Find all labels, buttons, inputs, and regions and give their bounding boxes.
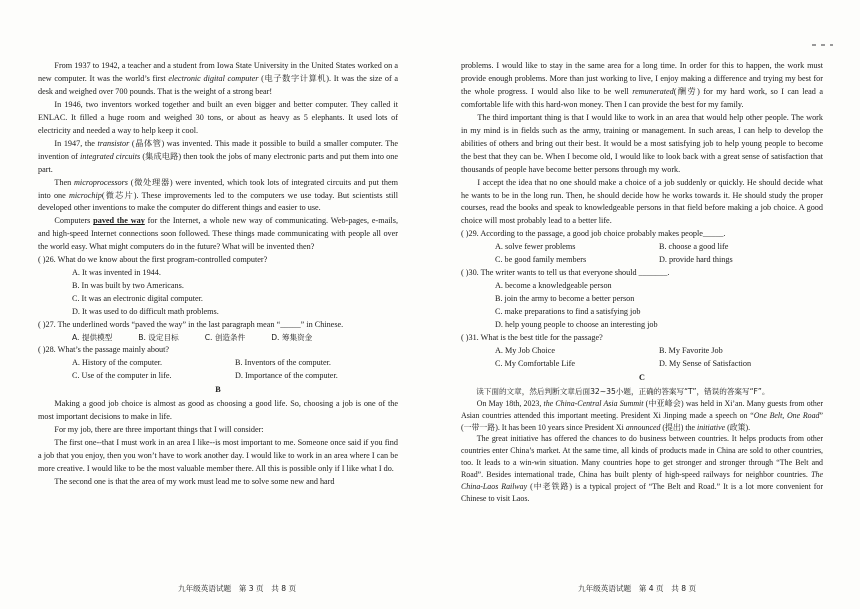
passage-a-paragraph-2 (38, 99, 398, 138)
text-run: Computers (54, 216, 94, 226)
question-29-option: A. solve fewer problems (495, 242, 576, 252)
text-run: (微处理器) were invented, which took lots of integrated circuits and put them into one (38, 177, 398, 200)
question-31-option: A. My Job Choice (495, 345, 556, 355)
question-29-option: D. provide hard things (659, 255, 733, 265)
right-page (461, 60, 823, 505)
text-run: (中老铁路) is a typical project of “The Belt and Road.” It is a lot more convenient for Chinese to visit Laos. (461, 481, 823, 503)
question-31-option: B. My Favorite Job (659, 345, 723, 355)
text-run: (政策). (725, 422, 751, 432)
question-26-option: C. It was an electronic digital computer. (72, 294, 203, 304)
passage-b-paragraph-4 (38, 476, 398, 489)
passage-c-paragraph-1 (461, 398, 823, 434)
text-run: (微芯片). These improvements led to the computers we use today. But scientists still developed other inventions to make the computer do different things and easier to use. (38, 190, 398, 213)
question-30-option: A. become a knowledgeable person (495, 281, 612, 291)
text-run: In 1946, two inventors worked together and built an even bigger and better computer. They called it ENLAC. It filled a huge room and weighed 30 tons, or about as heavy as 5 elephants. It used lots of electricity and needed a way to help keep it cool. (38, 99, 398, 135)
italic-term: transistor (97, 138, 130, 148)
text-run: The first one--that I must work in an area I like--is most important to me. Someone once said if you find a job that you enjoy, then you won’t have to work another day. I would like to work in an area where I can be more creative. I would like to be the most valuable member there. All this is possible only if I like what I do. (38, 437, 398, 473)
question-29-option: B. choose a good life (659, 242, 729, 252)
question-28-option: A. History of the computer. (72, 357, 163, 367)
text-run: (集成电路) then took the jobs of many electronic parts and put them into one part. (38, 151, 399, 174)
text-run: The great initiative has offered the chances to do business between countries. It helps products from other countries enter China’s market. At the same time, all kinds of products made in China are sold to other countries, too. It leads to a win-win situation. Many countries hope to get stronger and stronger through “The Belt and Road”. Besides international trade, China has built plenty of high-speed railways for neighbor countries. (461, 434, 823, 479)
text-run: (提出) the (660, 422, 698, 432)
passage-b-paragraph-6 (461, 177, 823, 229)
text-run: (酬劳) for my hard work, so I can lead a comfortable life with this hard-won money. Then I can provide the best for my family. (461, 86, 823, 109)
italic-term: integrated circuits (80, 151, 141, 161)
question-28-option: C. Use of the computer in life. (72, 370, 172, 380)
italic-term: microprocessors (74, 177, 128, 187)
text-run: From 1937 to 1942, a teacher and a student from Iowa State University in the United States worked on a new computer. It was the world’s first (38, 61, 398, 83)
italic-term: the China-Central Asia Summit (543, 398, 644, 408)
question-28-options (38, 357, 398, 383)
passage-b-paragraph-1 (38, 398, 398, 424)
italic-term: remunerated (632, 86, 674, 96)
question-28-option: D. Importance of the computer. (235, 370, 338, 380)
section-c-heading: C (639, 372, 645, 382)
question-27-option: A. 提供模型 (72, 333, 113, 343)
question-31-options (461, 345, 823, 371)
question-26-stem: ( )26. What do we know about the first program-controlled computer? (38, 255, 268, 265)
question-29-stem: ( )29. According to the passage, a good job choice probably makes people_____. (461, 229, 726, 239)
section-c-instructions: 读下面的文章，然后判断文章后面32~35小题，正确的答案写“T”，错误的答案写“F”。 (476, 386, 770, 396)
text-run: problems. I would like to stay in the same area for a long time. In order for this to happen, the work must provide enough problems. More than just working to live, I enjoy making a difference and trying my best for the whole progress. I would also like to be well (461, 61, 823, 96)
text-run: In 1947, the (54, 138, 98, 148)
question-30-option: C. make preparations to find a satisfying job (495, 307, 641, 317)
question-27-option: D. 筹集资金 (271, 333, 313, 343)
italic-term: announced (625, 422, 661, 432)
scan-mark (812, 44, 842, 46)
question-30-stem: ( )30. The writer wants to tell us that everyone should _______. (461, 268, 670, 278)
passage-a-paragraph-5 (38, 215, 398, 254)
passage-a-paragraph-3 (38, 138, 398, 177)
text-run: for the Internet, a whole new way of communicating. Web-pages, e-mails, and high-speed Internet connections soon followed. These things made communicating with people all over the world easy. What might computers do in the future? What will be invented then? (38, 216, 398, 252)
passage-a-paragraph-4 (38, 177, 398, 216)
passage-b-paragraph-5 (461, 112, 823, 177)
question-29-option: C. be good family members (495, 255, 587, 265)
text-run: I accept the idea that no one should make a choice of a job suddenly or quickly. He should decide what he wants to be in the long run. Then, he should decide how he works towards it. He should study the proper courses, read the books and speak to knowledgeable persons in that field before making a job choice. A good choice will most probably lead to a better life. (461, 177, 823, 226)
left-page (38, 60, 398, 488)
question-26-option: B. In was built by two Americans. (72, 281, 184, 291)
text-run: For my job, there are three important things that I will consider: (54, 424, 264, 434)
question-31-option: D. My Sense of Satisfaction (659, 358, 752, 368)
question-28-option: B. Inventors of the computer. (235, 357, 331, 367)
italic-term: One Belt, One Road (753, 410, 820, 420)
text-run: ” (一带一路). It has been 10 years since President Xi (461, 410, 823, 432)
question-26-option: A. It was invented in 1944. (72, 268, 161, 278)
question-27-option: B. 设定目标 (138, 333, 179, 343)
underlined-phrase: paved the way (93, 216, 145, 226)
question-27-stem: ( )27. The underlined words “paved the way” in the last paragraph mean “_____” in Chinese. (38, 320, 344, 330)
passage-a-paragraph-1 (38, 60, 398, 99)
italic-term: initiative (697, 422, 726, 432)
text-run: On May 18th, 2023, (476, 398, 544, 408)
italic-term: microchip (68, 190, 102, 200)
italic-term: The China-Laos Railway (461, 469, 823, 491)
question-31-stem: ( )31. What is the best title for the passage? (461, 333, 603, 343)
question-27-option: C. 创造条件 (204, 333, 246, 343)
question-27-options (38, 332, 398, 344)
text-run: (晶体管) was invented. This made it possible to build a smaller computer. The invention of (38, 138, 398, 161)
question-29-options (461, 241, 823, 267)
text-run: The third important thing is that I would like to work in an area that would help other people. The work in my mind is in fields such as the army, training or management. In such areas, I can help to develop the abilities of others and bring out their best. It would be a most satisfying job to help young people to become the best that they can be. When I become old, I would like to look back with a great sense of satisfaction that thousands of people have become better persons through my work. (461, 112, 823, 174)
section-b-heading: B (215, 384, 221, 394)
passage-b-paragraph-2 (38, 424, 398, 437)
text-run: The second one is that the area of my work must lead me to solve some new and hard (54, 476, 335, 486)
question-30-option: B. join the army to become a better person (495, 294, 635, 304)
question-30-option: D. help young people to choose an interesting job (495, 320, 658, 330)
text-run: (中亚峰会) was held in Xi’an. Many guests from other Asian countries attended this important meeting. President Xi Jinping made a speech on “ (461, 398, 823, 420)
question-28-stem: ( )28. What’s the passage mainly about? (38, 345, 170, 354)
passage-b-paragraph-3 (38, 437, 398, 476)
page-footer-left: 九年级英语试题 第 3 页 共 8 页 (178, 584, 297, 593)
text-run: (电子数字计算机). It was the size of a desk and weighed over 700 pounds. That is the weight of a strong bear! (38, 73, 398, 96)
italic-term: electronic digital computer (168, 73, 259, 83)
passage-b-paragraph-4-continued (461, 60, 823, 112)
text-run: Making a good job choice is almost as good as choosing a good life. So, choosing a job is one of the most important decisions to make in life. (38, 398, 398, 421)
passage-c-paragraph-2 (461, 433, 823, 504)
text-run: Then (54, 177, 74, 187)
question-26-option: D. It was used to do difficult math problems. (72, 307, 219, 317)
page-footer-right: 九年级英语试题 第 4 页 共 8 页 (578, 584, 697, 593)
question-31-option: C. My Comfortable Life (495, 358, 576, 368)
